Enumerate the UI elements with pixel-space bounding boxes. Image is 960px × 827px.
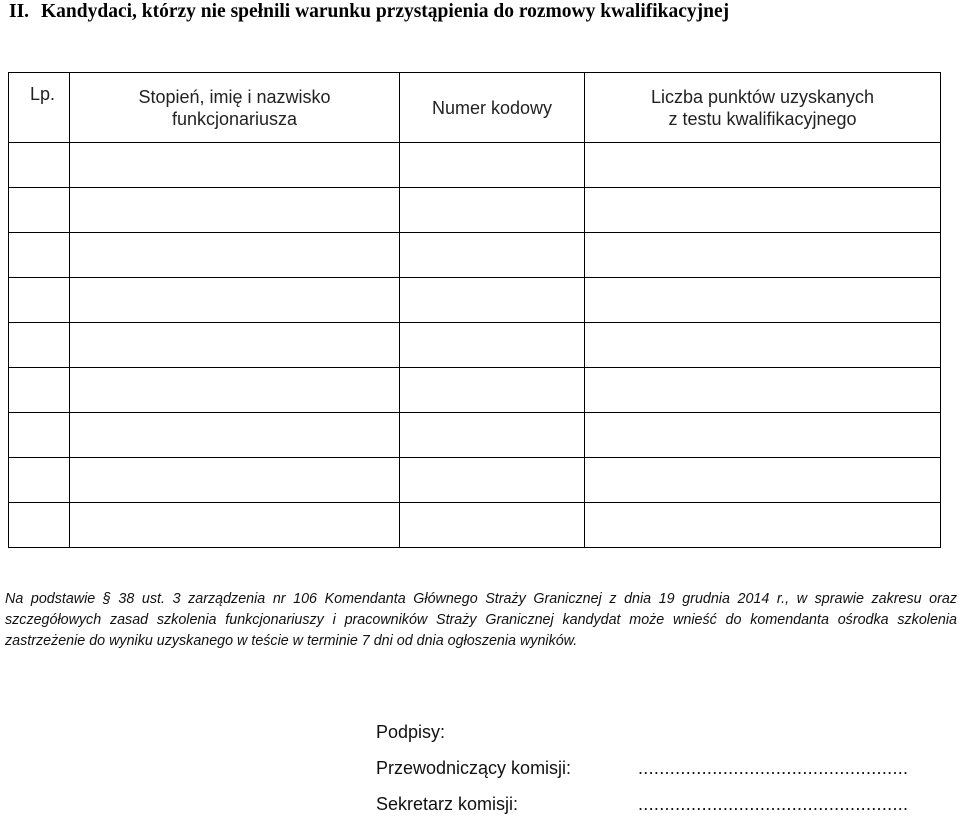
cell-name (70, 503, 400, 548)
cell-name (70, 323, 400, 368)
cell-code (400, 323, 585, 368)
cell-points (585, 143, 941, 188)
cell-points (585, 278, 941, 323)
table-row (9, 188, 941, 233)
cell-points (585, 413, 941, 458)
table-row (9, 233, 941, 278)
cell-code (400, 413, 585, 458)
table-row (9, 323, 941, 368)
cell-points (585, 188, 941, 233)
cell-points (585, 233, 941, 278)
cell-lp (9, 143, 70, 188)
secretary-signature-line: ................................................... (638, 794, 909, 814)
table-header-row (9, 73, 941, 143)
cell-points (585, 503, 941, 548)
secretary-label: Sekretarz komisji: (376, 794, 519, 814)
cell-points (585, 458, 941, 503)
table-row (9, 143, 941, 188)
table-row (9, 278, 941, 323)
section-number: II. (9, 1, 30, 22)
column-header-name (70, 73, 400, 143)
cell-code (400, 458, 585, 503)
table-row (9, 458, 941, 503)
table-body (9, 143, 941, 548)
column-header-lp: Lp. (9, 73, 70, 143)
table-row (9, 368, 941, 413)
cell-lp (9, 278, 70, 323)
section-heading (9, 1, 729, 23)
cell-lp (9, 458, 70, 503)
section-title: Kandydaci, którzy nie spełnili warunku przystąpienia do rozmowy kwalifikacyjnej (41, 1, 730, 22)
cell-code (400, 143, 585, 188)
cell-name (70, 413, 400, 458)
cell-lp (9, 323, 70, 368)
column-header-name-line1: Stopień, imię i nazwisko (138, 86, 331, 107)
cell-name (70, 143, 400, 188)
column-header-points (585, 73, 941, 143)
chair-label: Przewodniczący komisji: (376, 758, 572, 778)
chair-signature-line: ................................................... (638, 758, 909, 778)
cell-code (400, 278, 585, 323)
candidates-table (8, 72, 941, 548)
cell-name (70, 278, 400, 323)
cell-code (400, 503, 585, 548)
signature-row-chair (376, 755, 958, 791)
cell-lp (9, 503, 70, 548)
column-header-code: Numer kodowy (400, 73, 585, 143)
cell-lp (9, 413, 70, 458)
cell-code (400, 368, 585, 413)
cell-lp (9, 233, 70, 278)
column-header-name-line2: funkcjonariusza (171, 108, 298, 129)
cell-lp (9, 368, 70, 413)
signature-row-secretary (376, 791, 958, 827)
cell-code (400, 188, 585, 233)
column-header-points-line2: z testu kwalifikacyjnego (668, 108, 857, 129)
signatures-block (376, 719, 958, 827)
column-header-points-line1: Liczba punktów uzyskanych (650, 86, 875, 107)
signatures-title: Podpisy: (376, 722, 446, 742)
cell-points (585, 323, 941, 368)
cell-name (70, 188, 400, 233)
cell-lp (9, 188, 70, 233)
table-row (9, 503, 941, 548)
cell-name (70, 233, 400, 278)
table-row (9, 413, 941, 458)
cell-code (400, 233, 585, 278)
cell-points (585, 368, 941, 413)
cell-name (70, 368, 400, 413)
legal-note: Na podstawie § 38 ust. 3 zarządzenia nr 106 Komendanta Głównego Straży Granicznej z dnia 19 grudnia 2014 r., w sprawie zakresu oraz szczegółowych zasad szkolenia funkcjonariuszy i pracowników Straży Granicznej kandydat może wnieść do komendanta ośrodka szkolenia zastrzeżenie do wyniku uzyskanego w teście w terminie 7 dni od dnia ogłoszenia wyników. (5, 591, 957, 649)
cell-name (70, 458, 400, 503)
